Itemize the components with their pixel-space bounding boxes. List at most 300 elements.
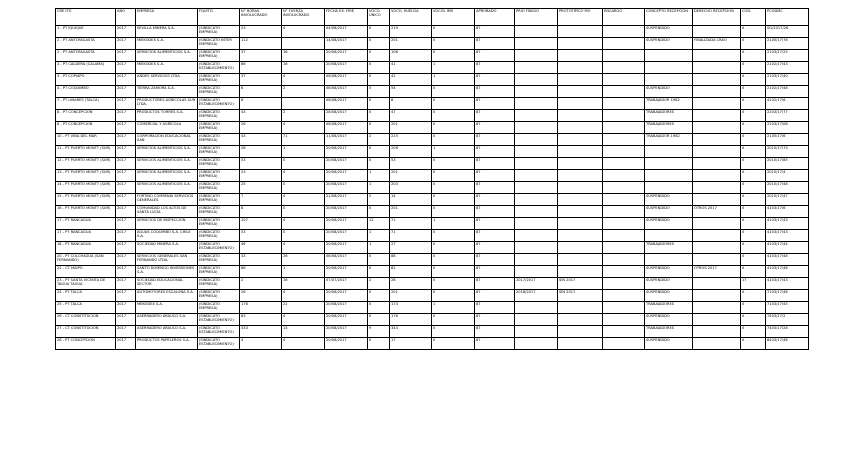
table-cell (603, 218, 645, 230)
table-cell: (SINDICATO EMPRESA) (198, 86, 240, 98)
table-cell (693, 254, 741, 266)
table-cell (693, 62, 741, 74)
table-cell: 7 - PT LINARES (TALCA) (56, 98, 116, 110)
table-cell: 43 (240, 110, 282, 122)
table-cell: (SINDICATO ESTABLECIMIENTO) (198, 338, 240, 350)
table-cell: 17 - PT RANCAGUA (56, 230, 116, 242)
table-cell: 1 (432, 218, 475, 230)
table-cell: 54 (390, 86, 432, 98)
table-cell: 4103/17/6 (766, 206, 809, 218)
table-cell (693, 230, 741, 242)
table-row (56, 74, 809, 86)
table-cell (603, 242, 645, 254)
table-cell: 0 (282, 74, 325, 86)
table-cell: 219 (390, 26, 432, 38)
table-cell: PRODUCTOS PAPELEROS S.A. (136, 338, 198, 350)
table-cell: TRABAJADORES (645, 122, 693, 134)
table-cell: 20/08/2017 (325, 170, 368, 182)
table-cell: 0 (741, 134, 766, 146)
table-cell: 1 - PT IQUIQUE (56, 26, 116, 38)
table-cell (693, 26, 741, 38)
table-cell: OTROS 2017 (693, 266, 741, 278)
table-cell: 201 (390, 122, 432, 134)
table-cell (558, 62, 603, 74)
table-cell: SEVILLA MINERA S.A. (136, 26, 198, 38)
table-cell: 176 (390, 314, 432, 326)
table-cell: 15 - PT PUERTO MONTT (SUR) (56, 194, 116, 206)
table-cell: 8 - PT CONCEPCIÓN (56, 122, 116, 134)
table-cell (693, 278, 741, 290)
table-cell: PRODUCTOS TORRES S.A. (136, 110, 198, 122)
column-header: CÓD. (741, 9, 766, 26)
strike-registry-table (55, 8, 809, 350)
table-cell: 2017 (116, 242, 136, 254)
table-cell: 20/08/2017 (325, 242, 368, 254)
table-cell: 23 (240, 26, 282, 38)
table-cell: 2017 (116, 146, 136, 158)
table-cell (515, 218, 558, 230)
table-cell: 20/08/2017 (325, 230, 368, 242)
table-cell: 87 (475, 278, 515, 290)
table-cell (282, 38, 325, 50)
table-cell: AGUAS COQUIMBO S.A. CHILE S.A. (136, 230, 198, 242)
table-cell: SOCIEDAD MINERA S.A. (136, 242, 198, 254)
table-cell: 0 (432, 290, 475, 302)
table-cell: 0 (432, 338, 475, 350)
table-cell: 24 - PT TALCA (56, 290, 116, 302)
table-cell: 0 (282, 158, 325, 170)
table-cell: 2017 (116, 134, 136, 146)
table-cell (603, 134, 645, 146)
table-cell: 87 (475, 230, 515, 242)
table-cell (515, 254, 558, 266)
table-cell: 2010/17/47 (766, 194, 809, 206)
table-cell: 87 (475, 242, 515, 254)
table-cell: (SINDICATO EMPRESA) (198, 194, 240, 206)
table-cell: 2017 (116, 206, 136, 218)
table-cell: 112 (240, 38, 282, 50)
table-cell: 0 (432, 110, 475, 122)
table-cell: 4103/17/46 (766, 266, 809, 278)
table-cell: 208 (390, 146, 432, 158)
table-cell (693, 302, 741, 314)
table-cell: 87 (475, 218, 515, 230)
table-cell (645, 182, 693, 194)
table-row (56, 314, 809, 326)
table-cell: 16 (282, 278, 325, 290)
table-cell: 0 (432, 242, 475, 254)
table-cell: 1 (432, 146, 475, 158)
table-cell (603, 206, 645, 218)
table-cell: 343 (390, 326, 432, 338)
table-cell: 1 (432, 302, 475, 314)
table-cell: (SINDICATO ESTABLECIMIENTO) (198, 62, 240, 74)
table-cell: 0 (432, 182, 475, 194)
table-cell: SUSPENDIDO (645, 338, 693, 350)
table-cell: 2105/17/6 (766, 134, 809, 146)
table-row (56, 146, 809, 158)
table-row (56, 242, 809, 254)
table-cell: TRABAJADORES (645, 242, 693, 254)
table-cell: 43 (240, 134, 282, 146)
table-cell: 0 (432, 278, 475, 290)
table-cell: 2010/17/73 (766, 146, 809, 158)
table-cell: 0 (282, 338, 325, 350)
table-cell: 0 (368, 338, 390, 350)
table-cell: 0 (368, 290, 390, 302)
table-cell: 0 (741, 314, 766, 326)
table-cell (603, 50, 645, 62)
header-row (56, 9, 809, 26)
table-cell: 0 (741, 158, 766, 170)
table-cell (558, 266, 603, 278)
table-cell: SUSPENDIDO (645, 206, 693, 218)
table-cell: 2017 (116, 230, 136, 242)
table-cell: 0 (432, 134, 475, 146)
table-cell: AUTOMOTORES ESCALONA S.A. (136, 290, 198, 302)
table-cell: 2 (240, 278, 282, 290)
table-cell: 20/08/2017 (325, 302, 368, 314)
table-cell: SERVICIOS ALIMENTICIOS S.A. (136, 170, 198, 182)
table-cell: 0 (282, 206, 325, 218)
table-cell: SUSPENDIDO (645, 26, 693, 38)
table-cell: 0 (368, 254, 390, 266)
table-cell (693, 74, 741, 86)
table-cell: 2017 (116, 50, 136, 62)
table-cell: CORPORACIÓN EDUCACIONAL SAN (136, 134, 198, 146)
table-cell: 87 (475, 74, 515, 86)
table-cell: 2017/2017 (515, 278, 558, 290)
table-cell (645, 170, 693, 182)
table-cell: TIERRA ZAMORA S.A. (136, 86, 198, 98)
table-cell: 0 (368, 50, 390, 62)
table-cell: TRABAJADOR 1982 (645, 134, 693, 146)
table-cell (515, 242, 558, 254)
table-row (56, 62, 809, 74)
table-cell (693, 50, 741, 62)
table-cell: 06/08/2017 (325, 86, 368, 98)
table-cell: SUSPENDIDO (645, 266, 693, 278)
table-cell: SERVICIOS DE INSPECCIÓN (136, 218, 198, 230)
table-cell: 0 (741, 146, 766, 158)
table-cell (645, 62, 693, 74)
table-cell (645, 74, 693, 86)
table-cell (558, 110, 603, 122)
table-cell: 7403/17/2 (766, 314, 809, 326)
table-cell (603, 278, 645, 290)
table-cell: 1 (368, 230, 390, 242)
table-cell: 0 (282, 26, 325, 38)
table-cell: 8 (390, 98, 432, 110)
column-header: PROTOTÍPICO MO (558, 9, 603, 26)
table-cell: 2017 (116, 62, 136, 74)
table-cell (558, 74, 603, 86)
table-cell (558, 38, 603, 50)
table-row (56, 230, 809, 242)
table-cell: 2017 (116, 26, 136, 38)
table-cell: 28 - PT CONCEPCIÓN (56, 338, 116, 350)
table-cell (558, 242, 603, 254)
table-cell: 2010/17/85 (766, 158, 809, 170)
table-cell: 4103/17/48 (766, 254, 809, 266)
table-cell: TRABAJADORES (645, 302, 693, 314)
table-cell: 0 (741, 326, 766, 338)
table-row (56, 98, 809, 110)
table-cell (558, 230, 603, 242)
table-cell: (SINDICATO EMPRESA) (198, 50, 240, 62)
table-cell (515, 86, 558, 98)
table-cell: COMERCIAL Y AGRÍCOLA (136, 122, 198, 134)
table-cell: 2010/17/46 (766, 182, 809, 194)
table-cell: (SINDICATO EMPRESA) (198, 278, 240, 290)
table-row (56, 38, 809, 50)
table-cell: 0 (432, 266, 475, 278)
table-cell: 87 (475, 38, 515, 50)
table-cell (558, 158, 603, 170)
table-cell (558, 170, 603, 182)
table-cell: (SINDICATO ESTABLECIMIENTO) (198, 326, 240, 338)
table-cell: 201 (390, 170, 432, 182)
table-cell (515, 122, 558, 134)
column-header: ENCARGO (603, 9, 645, 26)
table-cell: 0 (432, 158, 475, 170)
table-cell: 06/08/2017 (325, 122, 368, 134)
table-cell (515, 158, 558, 170)
table-cell: 06/08/2017 (325, 74, 368, 86)
table-cell: 2102/17/46 (766, 86, 809, 98)
table-cell: 13 - PT PUERTO MONTT (SUR) (56, 170, 116, 182)
table-cell: 87 (475, 182, 515, 194)
table-cell (693, 242, 741, 254)
table-cell: SUSPENDIDO (645, 38, 693, 50)
table-cell: 6 (240, 98, 282, 110)
table-cell: 0 (741, 170, 766, 182)
table-cell: 2 (368, 134, 390, 146)
table-cell: 23 (240, 170, 282, 182)
table-cell (693, 170, 741, 182)
table-cell (558, 98, 603, 110)
table-cell: 22 - CT MAIPO (56, 266, 116, 278)
table-cell: 41 (390, 62, 432, 74)
column-header: VOCOL IMS (432, 9, 475, 26)
table-cell: 0 (741, 194, 766, 206)
table-cell: 87 (475, 206, 515, 218)
table-cell: 20/08/2017 (325, 50, 368, 62)
table-row (56, 86, 809, 98)
table-cell: 2017 (116, 338, 136, 350)
table-cell: SERVICIOS ALIMENTICIOS S.A. (136, 146, 198, 158)
table-cell: 201 (390, 206, 432, 218)
table-cell: 2017 (116, 314, 136, 326)
table-cell: 173 (390, 302, 432, 314)
table-cell: 0 (282, 170, 325, 182)
table-cell: 3 - PT CALDERA (CALAMA) (56, 62, 116, 74)
table-row (56, 254, 809, 266)
table-cell: 46 (240, 242, 282, 254)
table-cell: 0 (282, 314, 325, 326)
table-cell: 06/08/2017 (325, 98, 368, 110)
table-cell (693, 218, 741, 230)
table-cell: 2203/17/77 (766, 110, 809, 122)
table-cell (558, 218, 603, 230)
table-cell (558, 206, 603, 218)
table-cell: 12 (368, 218, 390, 230)
table-cell: 0 (368, 266, 390, 278)
table-cell: 0 (432, 26, 475, 38)
table-cell: 0 (741, 254, 766, 266)
table-cell (515, 146, 558, 158)
table-cell: 7 (240, 194, 282, 206)
table-cell: 87 (475, 146, 515, 158)
table-cell: SG/2017/26 (766, 26, 809, 38)
table-cell: 2017 (116, 74, 136, 86)
table-cell: 0 (432, 122, 475, 134)
table-cell: 201 (390, 38, 432, 50)
table-cell (515, 302, 558, 314)
table-cell: 8403/17/46 (766, 338, 809, 350)
table-cell (603, 38, 645, 50)
table-cell (515, 26, 558, 38)
table-cell: 0 (741, 74, 766, 86)
table-cell: 0 (368, 110, 390, 122)
table-cell (515, 110, 558, 122)
table-cell: 20 - PT COLCHAGUA (SAN FERNANDO) (56, 254, 116, 266)
table-cell: (SINDICATO EMPRESA) (198, 254, 240, 266)
table-cell: 28 (240, 146, 282, 158)
table-cell: 0 (432, 170, 475, 182)
table-cell: ASERRADERO ARAUCO S.A. (136, 314, 198, 326)
table-cell: (SINDICATO EMPRESA) (198, 302, 240, 314)
table-cell: 53 (240, 158, 282, 170)
table-cell: SUSPENDIDO (645, 290, 693, 302)
table-row (56, 170, 809, 182)
table-cell: 1 (432, 74, 475, 86)
table-row (56, 278, 809, 290)
table-cell: 87 (475, 302, 515, 314)
table-cell (603, 254, 645, 266)
table-cell: 2103/17/40 (766, 74, 809, 86)
table-cell (645, 158, 693, 170)
table-cell: SOCIEDAD EDUCACIONAL SECTOR (136, 278, 198, 290)
table-cell (558, 302, 603, 314)
table-cell (558, 314, 603, 326)
table-cell: 17 (390, 338, 432, 350)
table-cell: SUSPENDIDO (645, 194, 693, 206)
table-cell: 0 (432, 314, 475, 326)
table-cell (693, 290, 741, 302)
table-cell (603, 266, 645, 278)
table-cell (558, 26, 603, 38)
table-row (56, 182, 809, 194)
column-header: PRIO FINICIO (515, 9, 558, 26)
table-cell: 2017 (116, 254, 136, 266)
table-cell: 0 (282, 218, 325, 230)
table-cell: 26 - CT CONSTITUCIÓN (56, 314, 116, 326)
column-header: VOCO. HUELGA (390, 9, 432, 26)
table-cell: 0 (741, 98, 766, 110)
table-row (56, 302, 809, 314)
table-cell: 176 (240, 302, 282, 314)
table-cell: (SINDICATO EMPRESA) (198, 266, 240, 278)
table-cell (693, 122, 741, 134)
table-cell: 0 (741, 182, 766, 194)
table-cell: 9 (368, 326, 390, 338)
table-cell: 0 (368, 26, 390, 38)
table-cell: (SINDICATO EMPRESA) (198, 122, 240, 134)
table-cell: (SINDICATO EMPRESA) (198, 134, 240, 146)
table-cell (515, 266, 558, 278)
table-cell: 18 - PT RANCAGUA (56, 242, 116, 254)
table-cell: 53 (240, 230, 282, 242)
table-cell (558, 338, 603, 350)
table-cell: 87 (475, 50, 515, 62)
table-cell (603, 62, 645, 74)
table-cell: 87 (475, 110, 515, 122)
table-cell: 16 (282, 50, 325, 62)
table-cell (645, 254, 693, 266)
table-cell: 0 (368, 206, 390, 218)
table-cell: 0 (432, 206, 475, 218)
table-cell: 2017 (116, 194, 136, 206)
table-cell: 0 (741, 290, 766, 302)
table-cell: FINALIZADA CRAO (693, 38, 741, 50)
table-cell (693, 86, 741, 98)
table-cell: TRABAJADORES (645, 326, 693, 338)
table-cell: 0 (368, 98, 390, 110)
table-cell: 2100/17/76 (766, 38, 809, 50)
table-cell: (SINDICATO EMPRESA) (198, 230, 240, 242)
table-cell: 87 (475, 26, 515, 38)
table-cell: 0 (432, 38, 475, 50)
table-cell: 8 - PT CONCEPCIÓN (56, 110, 116, 122)
column-header: FQUITO. (198, 9, 240, 26)
table-cell: 0 (368, 122, 390, 134)
table-cell: (SINDICATO EMPRESA) (198, 290, 240, 302)
table-cell: 17 (741, 278, 766, 290)
column-header: AÑO (116, 9, 136, 26)
table-cell: 37 (240, 74, 282, 86)
table-cell (603, 122, 645, 134)
table-cell (558, 86, 603, 98)
table-cell: (SINDICATO ESTABLECIMIENTO) (198, 314, 240, 326)
table-cell: 2017 (116, 302, 136, 314)
table-cell (693, 110, 741, 122)
table-cell: 20/08/2017 (325, 326, 368, 338)
table-cell: 2010/17/4 (766, 170, 809, 182)
table-cell: 87 (475, 170, 515, 182)
table-cell: 26 (240, 290, 282, 302)
table-cell: OTROS 2017 (693, 206, 741, 218)
table-cell (515, 98, 558, 110)
table-cell: 87 (475, 254, 515, 266)
table-cell: 2018/2017 (515, 290, 558, 302)
table-cell: TRABAJADORES (645, 110, 693, 122)
table-cell: 20/08/2017 (325, 314, 368, 326)
table-cell: 4103/17/43 (766, 218, 809, 230)
table-cell: PRODUCTORES AGRÍCOLAS SUR LTDA. (136, 98, 198, 110)
table-cell: 87 (475, 134, 515, 146)
table-cell (515, 194, 558, 206)
table-cell: 0 (432, 50, 475, 62)
table-cell (515, 74, 558, 86)
table-cell (282, 98, 325, 110)
table-cell: 16 - PT PUERTO MONTT (SUR) (56, 206, 116, 218)
table-cell: 0 (368, 158, 390, 170)
table-cell: MIEKODEX S.A. (136, 62, 198, 74)
column-header: FECHA EX. FIRE (325, 9, 368, 26)
table-cell: 20/08/2017 (325, 158, 368, 170)
table-cell: 4103/17/44 (766, 242, 809, 254)
